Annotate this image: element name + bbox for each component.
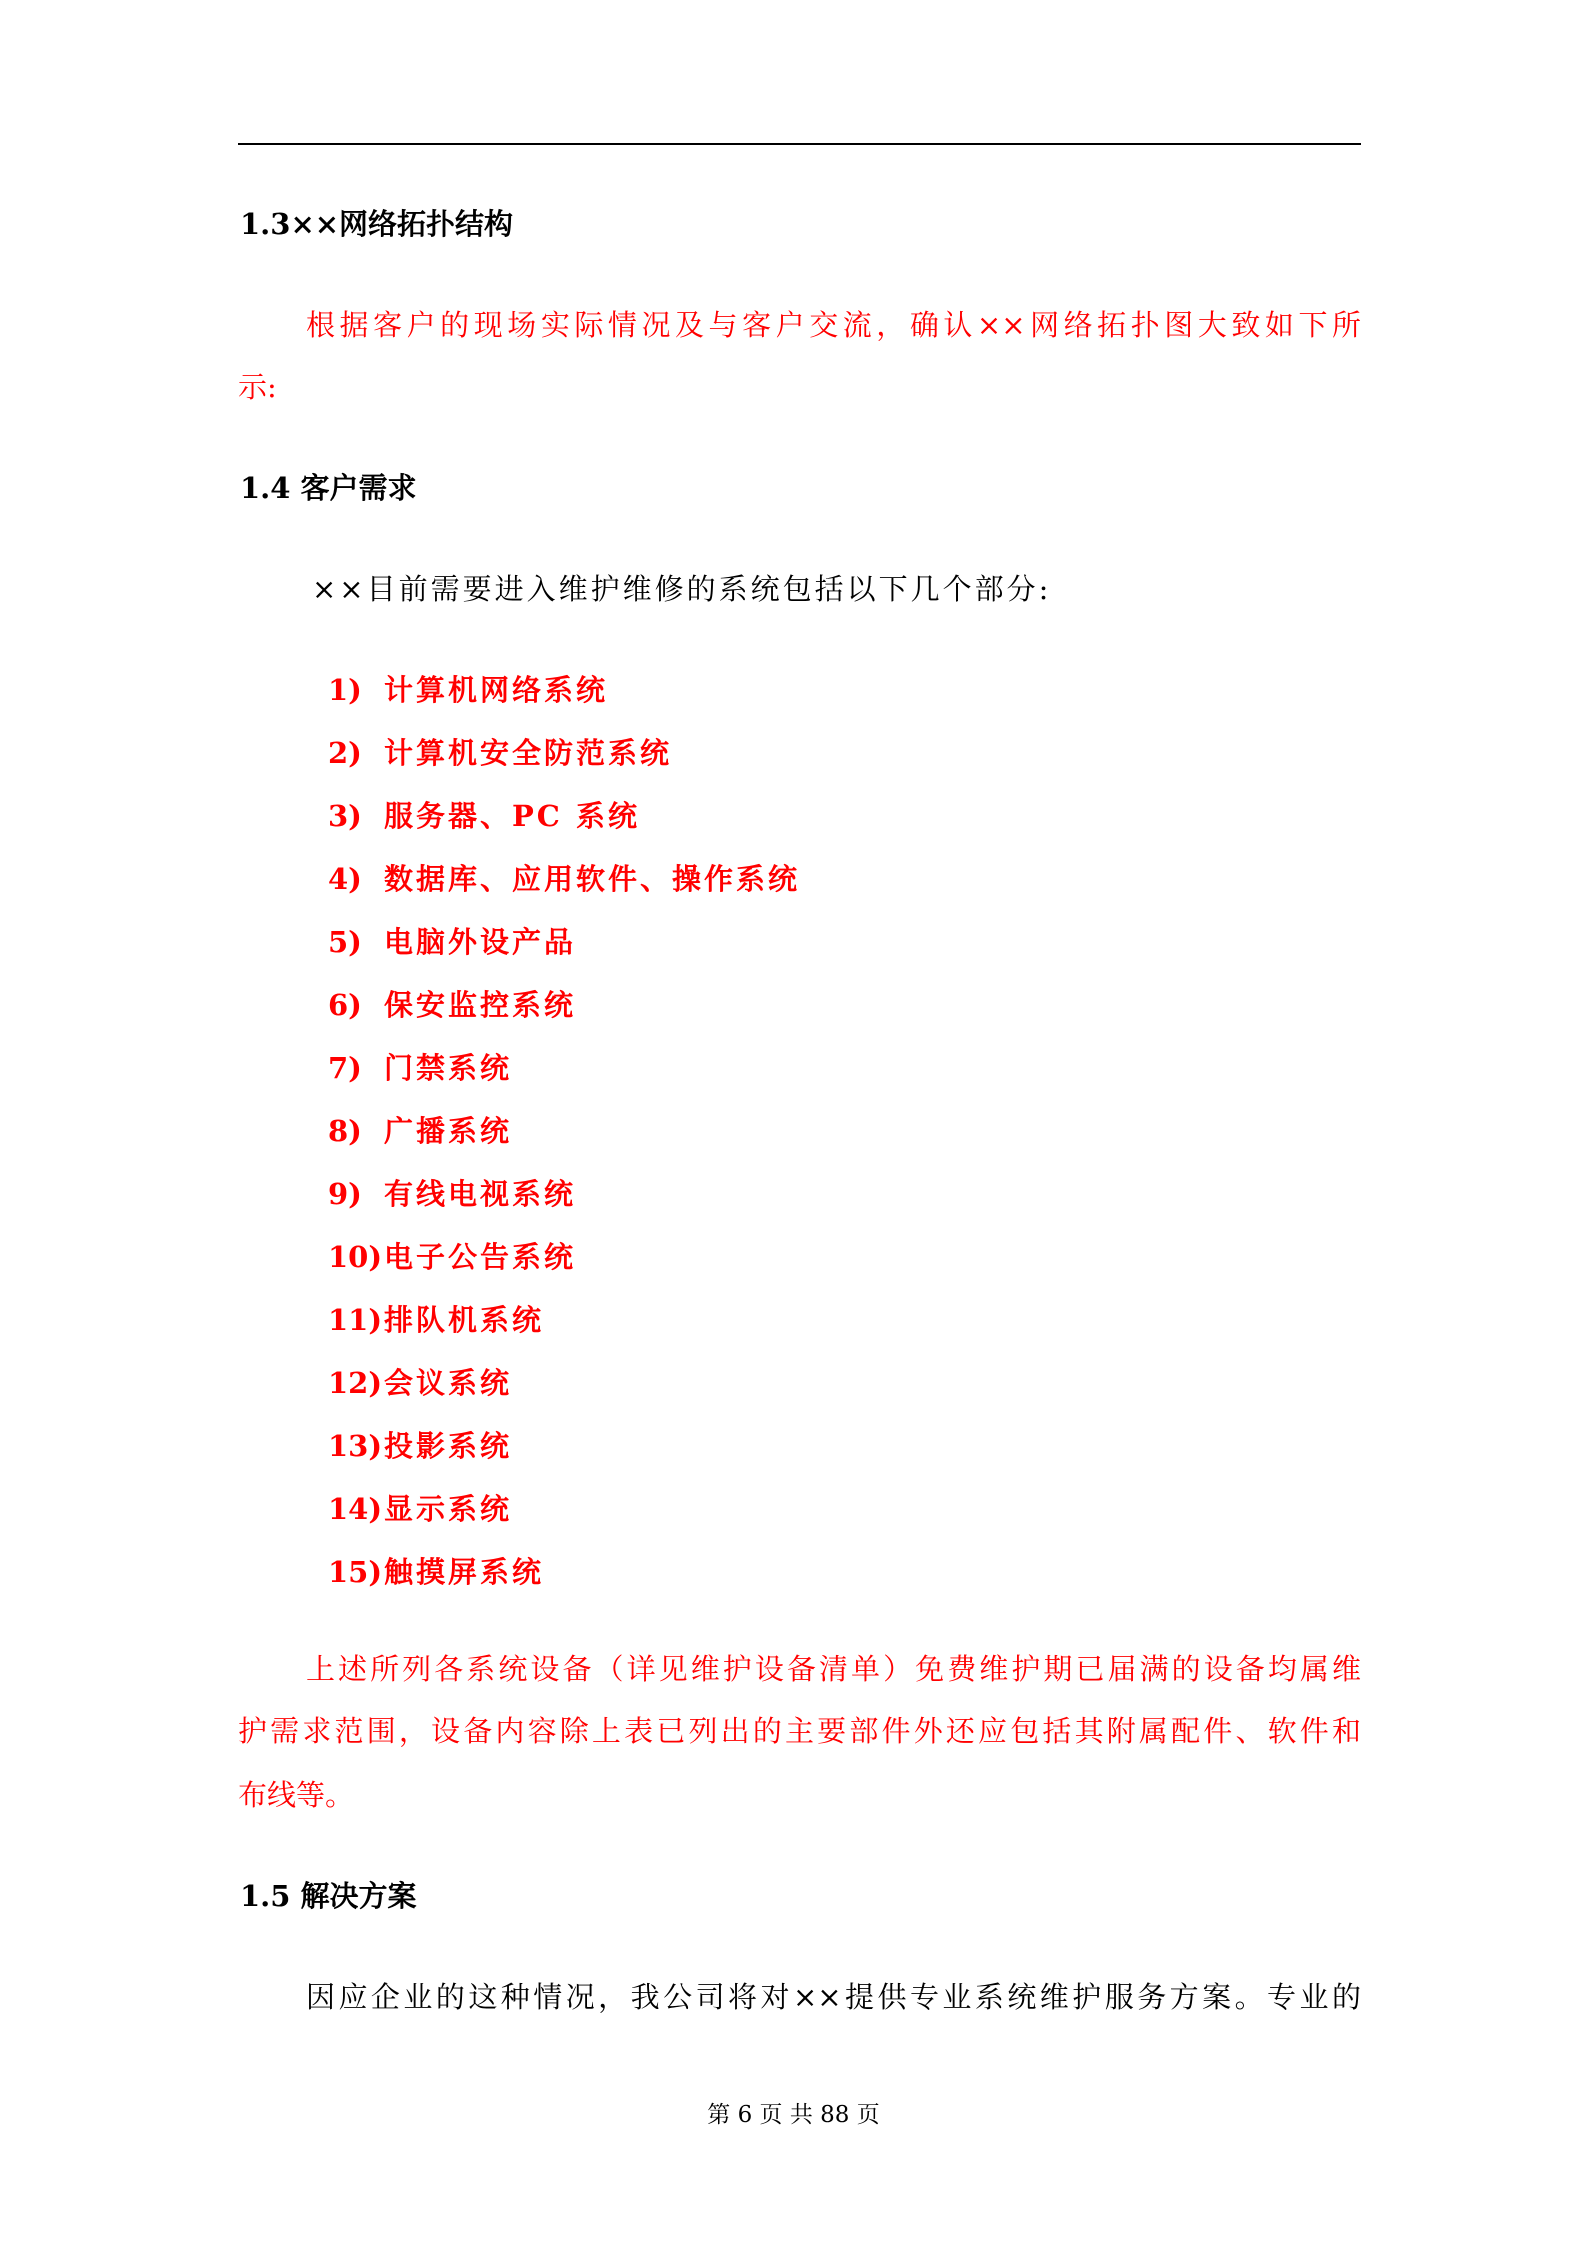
paragraph-line: 根据客户的现场实际情况及与客户交流，确认××网络拓扑图大致如下所	[306, 308, 1361, 342]
list-item	[328, 1300, 544, 1340]
list-item	[328, 796, 640, 836]
list-item-label: 广播系统	[384, 1114, 513, 1148]
list-item-number: 5)	[328, 925, 362, 959]
list-item-number: 15)	[328, 1555, 383, 1589]
list-item	[328, 733, 672, 773]
list-item	[328, 1426, 512, 1466]
list-item-label: 门禁系统	[384, 1051, 513, 1085]
list-item-number: 1)	[328, 673, 362, 707]
list-item	[328, 670, 608, 710]
list-item	[328, 985, 576, 1025]
list-item-label: 显示系统	[384, 1492, 513, 1526]
list-item-label: 电子公告系统	[384, 1240, 577, 1274]
list-item-number: 9)	[328, 1177, 362, 1211]
section-heading-1-5: 1.5 解决方案	[240, 1879, 417, 1913]
list-item-label: 排队机系统	[384, 1303, 545, 1337]
list-item-label: 服务器、PC 系统	[384, 799, 640, 833]
list-item-number: 3)	[328, 799, 362, 833]
list-item	[328, 1048, 512, 1088]
note-line: 布线等。	[238, 1778, 355, 1812]
list-item-label: 数据库、应用软件、操作系统	[384, 862, 801, 896]
section-heading-1-4: 1.4 客户需求	[240, 471, 417, 505]
list-item	[328, 859, 800, 899]
note-line: 上述所列各系统设备（详见维护设备清单）免费维护期已届满的设备均属维	[306, 1652, 1361, 1686]
page-footer: 第 6 页 共 88 页	[707, 2102, 880, 2128]
list-item-label: 会议系统	[384, 1366, 513, 1400]
list-item-number: 10)	[328, 1240, 383, 1274]
list-item	[328, 1489, 512, 1529]
list-item-number: 4)	[328, 862, 362, 896]
list-item	[328, 922, 576, 962]
list-item-number: 14)	[328, 1492, 383, 1526]
list-item-label: 计算机安全防范系统	[384, 736, 673, 770]
header-rule	[238, 143, 1361, 145]
list-item-number: 8)	[328, 1114, 362, 1148]
section-heading-1-3: 1.3××网络拓扑结构	[240, 207, 514, 241]
list-item-number: 12)	[328, 1366, 383, 1400]
list-item-number: 11)	[328, 1303, 383, 1337]
list-item-label: 保安监控系统	[384, 988, 577, 1022]
list-item-number: 7)	[328, 1051, 362, 1085]
intro-text: ××目前需要进入维护维修的系统包括以下几个部分:	[312, 572, 1052, 606]
list-item-number: 6)	[328, 988, 362, 1022]
list-item	[328, 1174, 576, 1214]
list-item-number: 2)	[328, 736, 362, 770]
list-item-label: 触摸屏系统	[384, 1555, 545, 1589]
paragraph-line: 因应企业的这种情况，我公司将对××提供专业系统维护服务方案。专业的	[306, 1980, 1361, 2014]
list-item	[328, 1363, 512, 1403]
note-line: 护需求范围，设备内容除上表已列出的主要部件外还应包括其附属配件、软件和	[238, 1714, 1361, 1748]
list-item-label: 计算机网络系统	[384, 673, 609, 707]
list-item-label: 电脑外设产品	[384, 925, 577, 959]
paragraph-line: 示:	[238, 370, 277, 404]
list-item-number: 13)	[328, 1429, 383, 1463]
list-item	[328, 1552, 544, 1592]
list-item	[328, 1237, 576, 1277]
list-item-label: 有线电视系统	[384, 1177, 577, 1211]
list-item-label: 投影系统	[384, 1429, 513, 1463]
list-item	[328, 1111, 512, 1151]
